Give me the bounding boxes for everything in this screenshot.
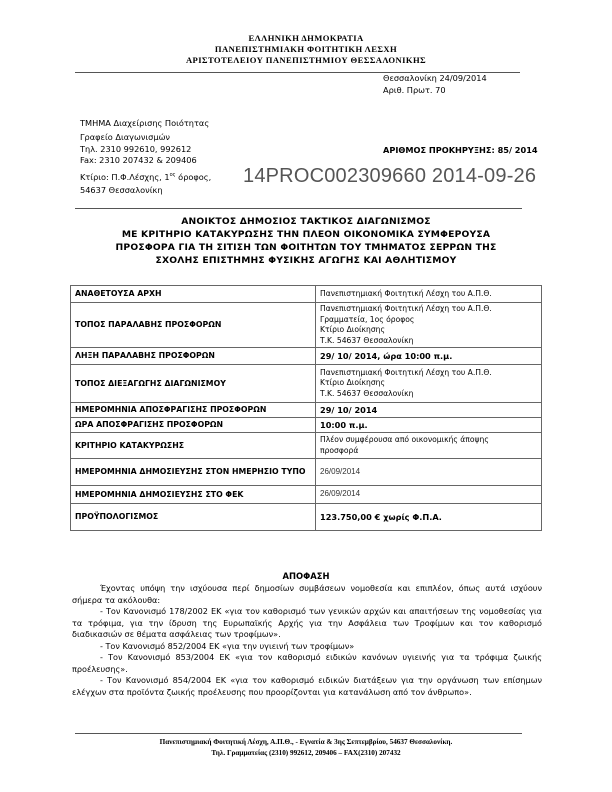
announcement-code: 14PROC002309660 2014-09-26 <box>243 165 537 187</box>
table-row <box>71 433 542 459</box>
row-value <box>316 418 542 433</box>
department-postal: 54637 Θεσσαλονίκη <box>80 185 163 195</box>
row-value-line: Πανεπιστημιακή Φοιτητική Λέσχη του Α.Π.Θ. <box>320 367 492 377</box>
regulation-item: - Τον Κανονισμό 854/2004 ΕΚ «για τον καθορισμό ειδικών διατάξεων για την οργάνωση των επίσημων ελέγχων στα προϊόντα ζωικής προέλευσης που προορίζονται για κατανάλωση από τον άνθρωπο». <box>72 675 542 697</box>
table-row <box>71 303 542 348</box>
row-value-line: Γραμματεία, 1ος όροφος <box>320 314 415 324</box>
department-fax: Fax: 2310 207432 & 209406 <box>80 155 197 165</box>
row-value-line: Κτίριο Διοίκησης <box>320 325 385 334</box>
row-value <box>316 459 542 486</box>
letterhead-line-1: ΕΛΛΗΝΙΚΗ ΔΗΜΟΚΡΑΤΙΑ <box>248 33 364 43</box>
row-value-line: Τ.Κ. 54637 Θεσσαλονίκη <box>320 335 414 345</box>
decision-intro: Έχοντας υπόψη την ισχύουσα περί δημοσίων συμβάσεων νομοθεσία και επιπλέον, όπως αυτά ισχύουν σήμερα τα ακόλουθα: <box>72 583 542 605</box>
announcement-number: ΑΡΙΘΜΟΣ ΠΡΟΚΗΡΥΞΗΣ: 85/ 2014 <box>383 145 538 155</box>
row-value-line: Πανεπιστημιακή Φοιτητική Λέσχη του Α.Π.Θ. <box>320 288 492 298</box>
row-label: ΤΟΠΟΣ ΠΑΡΑΛΑΒΗΣ ΠΡΟΣΦΟΡΩΝ <box>71 303 316 348</box>
department-office: Γραφείο Διαγωνισμών <box>80 132 171 142</box>
row-value-line: 26/09/2014 <box>320 489 361 499</box>
row-value-line: Πανεπιστημιακή Φοιτητική Λέσχη του Α.Π.Θ. <box>320 304 492 313</box>
table-row <box>71 286 542 303</box>
decision-body <box>72 583 542 698</box>
table-row <box>71 365 542 403</box>
row-value-line: 29/ 10/ 2014 <box>320 404 378 415</box>
building-prefix: Κτίριο: Π.Φ.Λέσχης, 1 <box>80 172 170 182</box>
row-value-line: Πλέον συμφέρουσα από οικονομικής άποψης <box>320 435 489 444</box>
department-building <box>80 171 211 184</box>
tender-title <box>0 215 612 267</box>
row-label: ΠΡΟΫΠΟΛΟΓΙΣΜΟΣ <box>71 504 316 531</box>
department-block <box>80 116 211 197</box>
building-suffix: όροφος, <box>175 172 212 182</box>
decision-title: ΑΠΟΦΑΣΗ <box>282 571 330 581</box>
row-value-line: προσφορά <box>320 445 359 455</box>
row-value-line: 26/09/2014 <box>320 466 361 476</box>
row-label: ΑΝΑΘΕΤΟΥΣΑ ΑΡΧΗ <box>71 286 316 303</box>
department-phone: Τηλ. 2310 992610, 992612 <box>80 144 192 154</box>
table-row <box>71 418 542 433</box>
row-label: ΤΟΠΟΣ ΔΙΕΞΑΓΩΓΗΣ ΔΙΑΓΩΝΙΣΜΟΥ <box>71 365 316 403</box>
row-value-line: 10:00 π.μ. <box>320 419 368 430</box>
table-row <box>71 403 542 418</box>
title-line-2: ΜΕ ΚΡΙΤΗΡΙΟ ΚΑΤΑΚΥΡΩΣΗΣ ΤΗΝ ΠΛΕΟΝ ΟΙΚΟΝΟΜΙΚΑ ΣΥΜΦΕΡΟΥΣΑ <box>121 229 491 240</box>
row-label: ΗΜΕΡΟΜΗΝΙΑ ΑΠΟΣΦΡΑΓΙΣΗΣ ΠΡΟΣΦΟΡΩΝ <box>71 403 316 418</box>
row-value <box>316 403 542 418</box>
title-line-3: ΠΡΟΣΦΟΡΑ ΓΙΑ ΤΗ ΣΙΤΙΣΗ ΤΩΝ ΦΟΙΤΗΤΩΝ ΤΟΥ ΤΜΗΜΑΤΟΣ ΣΕΡΡΩΝ ΤΗΣ <box>115 242 497 253</box>
footer-phones: Τηλ. Γραμματείας (2310) 992612, 209406 – FAX(2310) 207432 <box>211 749 401 757</box>
footer-divider <box>75 733 522 734</box>
table-row <box>71 348 542 365</box>
regulation-item: - Τον Κανονισμό 178/2002 ΕΚ «για τον καθορισμό των γενικών αρχών και απαιτήσεων της νομοθεσίας για τα τρόφιμα, για την ίδρυση της Ευρωπαϊκής Αρχής για την Ασφάλεια των Τροφίμων και τον καθορισμό διαδικασιών σε θέματα ασφάλειας των τροφίμων». <box>72 606 542 639</box>
table-row <box>71 486 542 504</box>
row-value <box>316 348 542 365</box>
row-label: ΚΡΙΤΗΡΙΟ ΚΑΤΑΚΥΡΩΣΗΣ <box>71 433 316 459</box>
row-value <box>316 365 542 403</box>
row-value-line: 123.750,00 € χωρίς Φ.Π.Α. <box>320 511 442 522</box>
row-label: ΗΜΕΡΟΜΗΝΙΑ ΔΗΜΟΣΙΕΥΣΗΣ ΣΤΟΝ ΗΜΕΡΗΣΙΟ ΤΥΠΟ <box>71 459 316 486</box>
row-value <box>316 286 542 303</box>
title-line-1: ΑΝΟΙΚΤΟΣ ΔΗΜΟΣΙΟΣ ΤΑΚΤΙΚΟΣ ΔΙΑΓΩΝΙΣΜΟΣ <box>181 216 431 227</box>
row-label: ΗΜΕΡΟΜΗΝΙΑ ΔΗΜΟΣΙΕΥΣΗΣ ΣΤΟ ΦΕΚ <box>71 486 316 504</box>
row-value-line: 29/ 10/ 2014, ώρα 10:00 π.μ. <box>320 350 453 361</box>
building-sup: ος <box>169 172 176 178</box>
regulation-item: - Τον Κανονισμό 852/2004 ΕΚ «για την υγιεινή των τροφίμων» <box>100 640 355 651</box>
letterhead-line-2: ΠΑΝΕΠΙΣΤΗΜΙΑΚΗ ΦΟΙΤΗΤΙΚΗ ΛΕΣΧΗ <box>214 44 398 54</box>
footer-address: Πανεπιστημιακή Φοιτητική Λέσχη, Α.Π.Θ., - Εγνατία & 3ης Σεπτεμβρίου, 54637 Θεσσαλονίκη. <box>159 738 453 746</box>
table-row <box>71 459 542 486</box>
row-value <box>316 504 542 531</box>
section-divider <box>75 208 522 209</box>
tender-info-table <box>70 285 542 531</box>
regulation-item: - Τον Κανονισμό 853/2004 ΕΚ «για τον καθορισμό ειδικών κανόνων υγιεινής για τα τρόφιμα ζωικής προέλευσης». <box>72 652 542 674</box>
row-label: ΛΗΞΗ ΠΑΡΑΛΑΒΗΣ ΠΡΟΣΦΟΡΩΝ <box>71 348 316 365</box>
title-line-4: ΣΧΟΛΗΣ ΕΠΙΣΤΗΜΗΣ ΦΥΣΙΚΗΣ ΑΓΩΓΗΣ ΚΑΙ ΑΘΛΗΤΙΣΜΟΥ <box>155 255 457 266</box>
row-value <box>316 433 542 459</box>
letterhead-line-3: ΑΡΙΣΤΟΤΕΛΕΙΟΥ ΠΑΝΕΠΙΣΤΗΜΙΟΥ ΘΕΣΣΑΛΟΝΙΚΗΣ <box>185 55 427 65</box>
department-name: ΤΜΗΜΑ Διαχείρισης Ποιότητας <box>80 118 210 128</box>
place-date: Θεσσαλονίκη 24/09/2014 <box>383 73 487 83</box>
row-value-line: Τ.Κ. 54637 Θεσσαλονίκη <box>320 388 414 398</box>
row-value <box>316 486 542 504</box>
row-value-line: Κτίριο Διοίκησης <box>320 378 385 388</box>
protocol-number: Αριθ. Πρωτ. 70 <box>383 85 446 95</box>
row-value <box>316 303 542 348</box>
row-label: ΩΡΑ ΑΠΟΣΦΡΑΓΙΣΗΣ ΠΡΟΣΦΟΡΩΝ <box>71 418 316 433</box>
table-row <box>71 504 542 531</box>
